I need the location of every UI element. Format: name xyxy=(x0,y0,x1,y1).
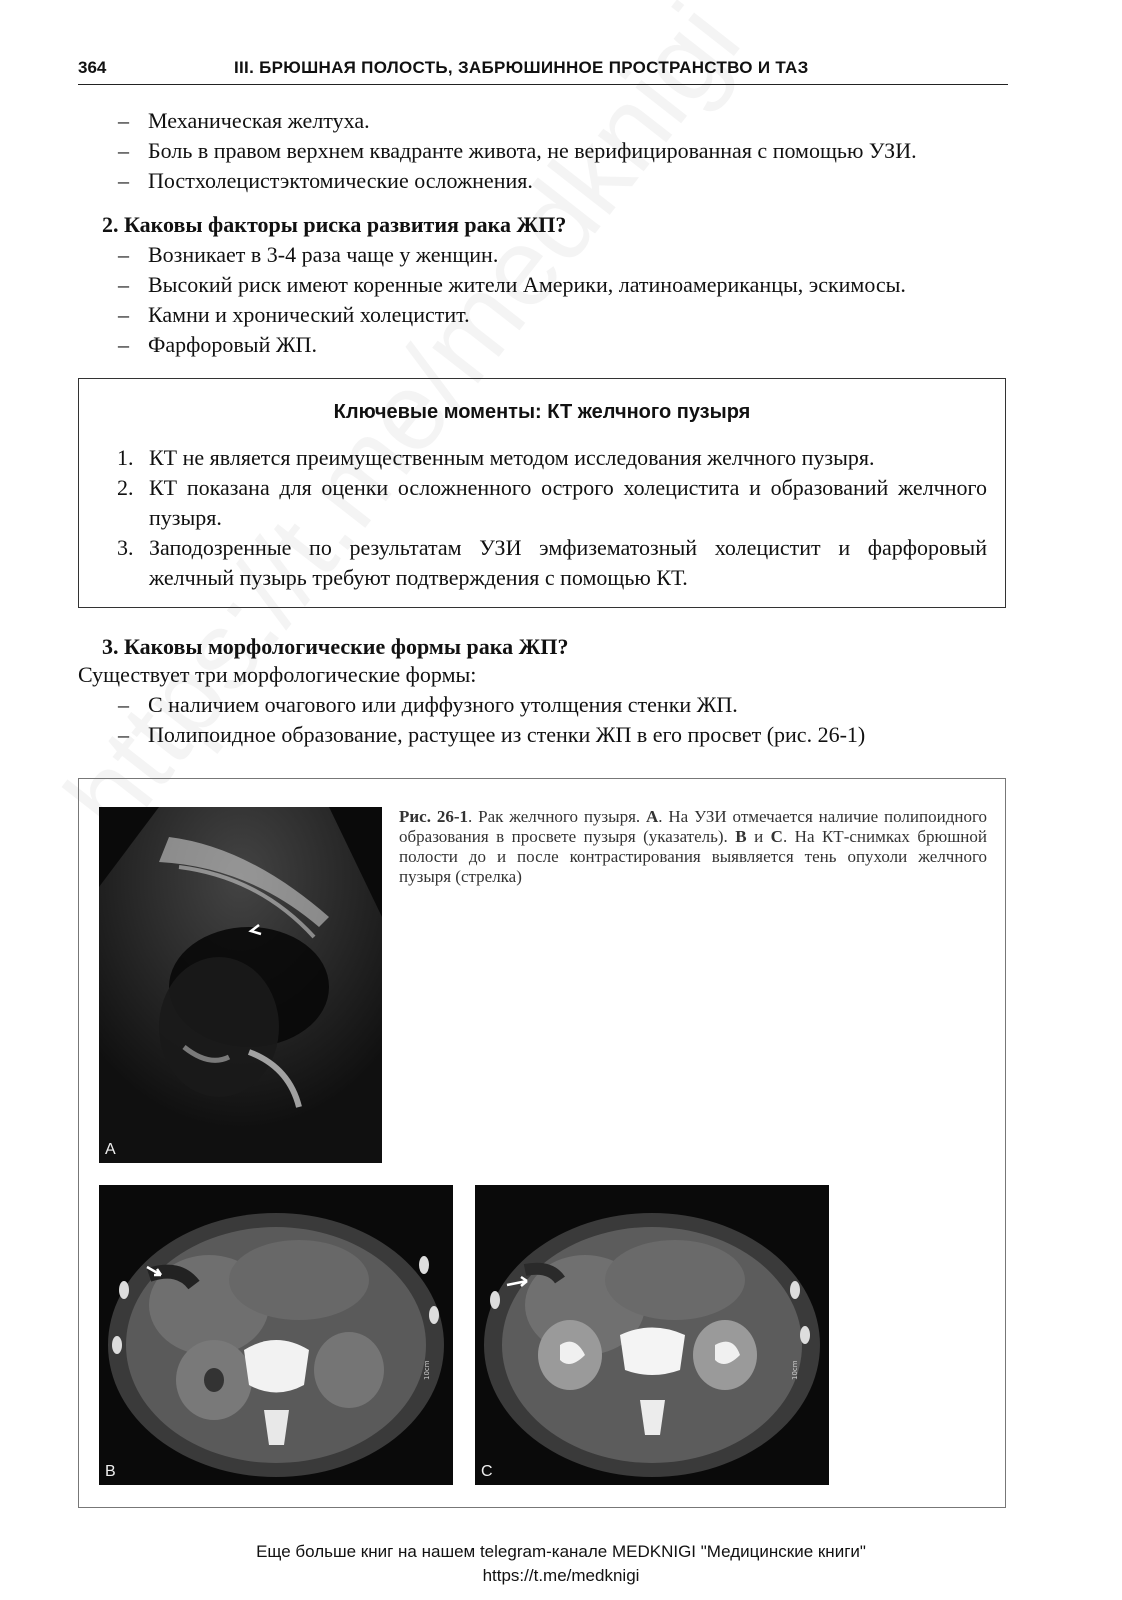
panel-label-c: C xyxy=(481,1463,493,1480)
question-2-title: 2. Каковы факторы риска развития рака ЖП? xyxy=(102,212,567,237)
scale-b: 10cm xyxy=(423,1360,431,1380)
question-3-lead: Существует три морфологические формы: xyxy=(78,662,477,687)
key-point-number: 2. xyxy=(117,475,134,500)
list-item: – Высокий риск имеют коренные жители Америки, латиноамериканцы, эскимосы. xyxy=(118,270,906,300)
key-point xyxy=(117,443,987,473)
ultrasound-image-a xyxy=(99,807,382,1163)
ultrasound-graphic xyxy=(99,807,382,1163)
figure-26-1 xyxy=(78,778,1006,1508)
caption-a-text: . На УЗИ отмечается наличие полипоидного образования в просвете пузыря (указатель). xyxy=(399,807,987,846)
list-item: – Полипоидное образование, растущее из стенки ЖП в его просвет (рис. 26-1) xyxy=(118,720,865,750)
list-item: – Механическая желтуха. xyxy=(118,106,917,136)
caption-bc-text: . На КТ-снимках брюшной полости до и после контрастирования выявляется тень опухоли желчного пузыря (стрелка) xyxy=(399,827,988,886)
caption-b: В xyxy=(735,827,747,846)
list-item: – С наличием очагового или диффузного утолщения стенки ЖП. xyxy=(118,690,865,720)
ct-graphic-b xyxy=(99,1185,453,1485)
ct-image-c xyxy=(475,1185,829,1485)
footer-link[interactable]: https://t.me/medknigi xyxy=(482,1566,640,1585)
chapter-title: III. БРЮШНАЯ ПОЛОСТЬ, ЗАБРЮШИННОЕ ПРОСТРАНСТВО И ТАЗ xyxy=(234,58,809,77)
figure-caption xyxy=(399,807,987,887)
ct-image-b xyxy=(99,1185,453,1485)
caption-label: Рис. 26-1 xyxy=(399,807,468,826)
caption-a: А xyxy=(646,807,659,826)
key-point-number: 3. xyxy=(117,535,134,560)
caption-and: и xyxy=(746,827,771,846)
list-item: – Боль в правом верхнем квадранте живота, не верифицированная с помощью УЗИ. xyxy=(118,136,917,166)
key-points-box xyxy=(78,378,1006,608)
q3-list xyxy=(118,690,865,750)
scale-c: 10cm xyxy=(791,1360,799,1380)
key-point xyxy=(117,473,987,533)
q2-list xyxy=(118,240,906,360)
list-item: – Постхолецистэктомические осложнения. xyxy=(118,166,917,196)
footer-line-1: Еще больше книг на нашем telegram-канале MEDKNIGI "Медицинские книги" xyxy=(256,1542,866,1561)
panel-label-b: B xyxy=(105,1463,116,1480)
caption-text: . Рак желчного пузыря. xyxy=(468,807,646,826)
key-point-text: КТ показана для оценки осложненного острого холецистита и образований желчного пузыря. xyxy=(149,475,987,530)
intro-list xyxy=(118,106,917,196)
key-points-title: Ключевые моменты: КТ желчного пузыря xyxy=(333,401,751,423)
list-item: – Фарфоровый ЖП. xyxy=(118,330,906,360)
key-point-text: Заподозренные по результатам УЗИ эмфизематозный холецистит и фарфоровый желчный пузырь требуют подтверждения с помощью КТ. xyxy=(149,535,987,590)
key-point xyxy=(117,533,987,593)
ct-graphic-c xyxy=(475,1185,829,1485)
list-item: – Камни и хронический холецистит. xyxy=(118,300,906,330)
list-item: – Возникает в 3-4 раза чаще у женщин. xyxy=(118,240,906,270)
question-3-title: 3. Каковы морфологические формы рака ЖП? xyxy=(102,634,569,659)
panel-label-a: А xyxy=(105,1141,116,1158)
key-point-number: 1. xyxy=(117,445,134,470)
page-number: 364 xyxy=(78,58,107,77)
caption-c: С xyxy=(770,827,783,846)
running-header xyxy=(78,56,1008,85)
key-point-text: КТ не является преимущественным методом исследования желчного пузыря. xyxy=(149,445,875,470)
